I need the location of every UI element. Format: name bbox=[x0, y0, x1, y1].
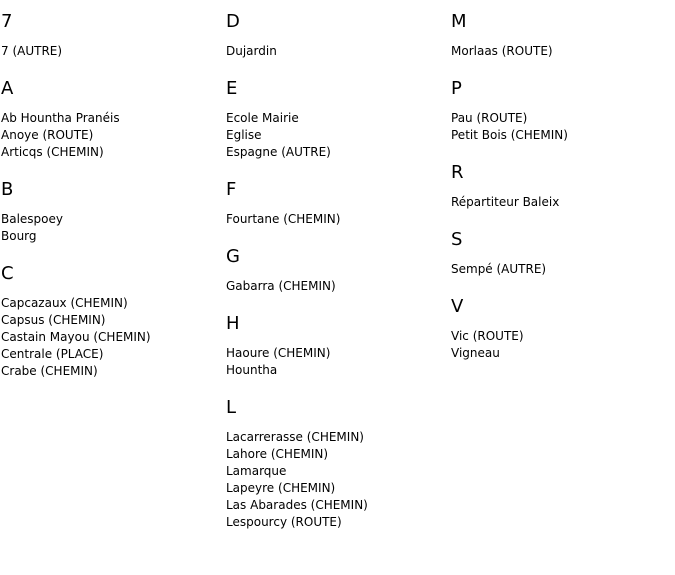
street-link[interactable]: Ab Hountha Pranéis bbox=[1, 111, 120, 125]
street-list bbox=[451, 261, 671, 278]
street-list bbox=[226, 429, 446, 531]
letter-heading: B bbox=[1, 179, 14, 200]
street-link[interactable]: Haoure (CHEMIN) bbox=[226, 346, 331, 360]
street-link[interactable]: Balespoey bbox=[1, 212, 63, 226]
letter-group bbox=[1, 261, 221, 380]
letter-group bbox=[226, 311, 446, 379]
letter-group bbox=[1, 177, 221, 245]
street-list bbox=[451, 194, 671, 211]
street-list bbox=[1, 211, 221, 245]
street-link[interactable]: Vic (ROUTE) bbox=[451, 329, 524, 343]
letter-heading: G bbox=[226, 246, 240, 267]
letter-group bbox=[226, 76, 446, 161]
street-link[interactable]: Lespourcy (ROUTE) bbox=[226, 515, 342, 529]
street-link[interactable]: Sempé (AUTRE) bbox=[451, 262, 547, 276]
street-list bbox=[226, 110, 446, 161]
street-link[interactable]: Morlaas (ROUTE) bbox=[451, 44, 553, 58]
street-link[interactable]: Lapeyre (CHEMIN) bbox=[226, 481, 336, 495]
letter-heading: V bbox=[451, 296, 464, 317]
street-link[interactable]: Centrale (PLACE) bbox=[1, 347, 104, 361]
street-list bbox=[451, 328, 671, 362]
letter-group bbox=[1, 76, 221, 161]
letter-heading: 7 bbox=[1, 11, 13, 32]
index-column bbox=[1, 9, 221, 380]
street-list bbox=[1, 110, 221, 161]
street-link[interactable]: Hountha bbox=[226, 363, 278, 377]
street-link[interactable]: Anoye (ROUTE) bbox=[1, 128, 94, 142]
street-list bbox=[1, 295, 221, 380]
letter-heading: P bbox=[451, 78, 462, 99]
letter-heading: H bbox=[226, 313, 240, 334]
street-link[interactable]: Las Abarades (CHEMIN) bbox=[226, 498, 368, 512]
street-link[interactable]: Répartiteur Baleix bbox=[451, 195, 560, 209]
letter-heading: F bbox=[226, 179, 237, 200]
street-link[interactable]: Fourtane (CHEMIN) bbox=[226, 212, 341, 226]
letter-heading: M bbox=[451, 11, 467, 32]
street-link[interactable]: Castain Mayou (CHEMIN) bbox=[1, 330, 151, 344]
street-link[interactable]: Pau (ROUTE) bbox=[451, 111, 528, 125]
letter-group bbox=[451, 294, 671, 362]
letter-group bbox=[451, 76, 671, 144]
letter-heading: A bbox=[1, 78, 14, 99]
letter-heading: L bbox=[226, 397, 237, 418]
street-link[interactable]: Lahore (CHEMIN) bbox=[226, 447, 329, 461]
street-list bbox=[226, 211, 446, 228]
index-column bbox=[451, 9, 671, 362]
letter-group bbox=[226, 177, 446, 228]
street-list bbox=[226, 278, 446, 295]
street-list bbox=[226, 43, 446, 60]
street-list bbox=[451, 43, 671, 60]
letter-group bbox=[451, 9, 671, 60]
letter-group bbox=[226, 244, 446, 295]
street-link[interactable]: Espagne (AUTRE) bbox=[226, 145, 331, 159]
street-link[interactable]: Crabe (CHEMIN) bbox=[1, 364, 98, 378]
street-link[interactable]: Bourg bbox=[1, 229, 37, 243]
letter-heading: C bbox=[1, 263, 14, 284]
street-link[interactable]: Ecole Mairie bbox=[226, 111, 299, 125]
street-link[interactable]: Lacarrerasse (CHEMIN) bbox=[226, 430, 364, 444]
letter-heading: E bbox=[226, 78, 238, 99]
letter-group bbox=[1, 9, 221, 60]
street-link[interactable]: Gabarra (CHEMIN) bbox=[226, 279, 336, 293]
letter-group bbox=[451, 227, 671, 278]
street-link[interactable]: 7 (AUTRE) bbox=[1, 44, 63, 58]
letter-group bbox=[226, 9, 446, 60]
street-list bbox=[451, 110, 671, 144]
street-link[interactable]: Vigneau bbox=[451, 346, 500, 360]
street-link[interactable]: Capsus (CHEMIN) bbox=[1, 313, 106, 327]
letter-heading: D bbox=[226, 11, 240, 32]
street-list bbox=[226, 345, 446, 379]
street-link[interactable]: Articqs (CHEMIN) bbox=[1, 145, 104, 159]
index-column bbox=[226, 9, 446, 531]
street-link[interactable]: Lamarque bbox=[226, 464, 287, 478]
street-link[interactable]: Eglise bbox=[226, 128, 262, 142]
letter-heading: R bbox=[451, 162, 464, 183]
street-link[interactable]: Petit Bois (CHEMIN) bbox=[451, 128, 568, 142]
letter-heading: S bbox=[451, 229, 463, 250]
street-link[interactable]: Capcazaux (CHEMIN) bbox=[1, 296, 128, 310]
letter-group bbox=[226, 395, 446, 531]
letter-group bbox=[451, 160, 671, 211]
street-link[interactable]: Dujardin bbox=[226, 44, 277, 58]
street-list bbox=[1, 43, 221, 60]
